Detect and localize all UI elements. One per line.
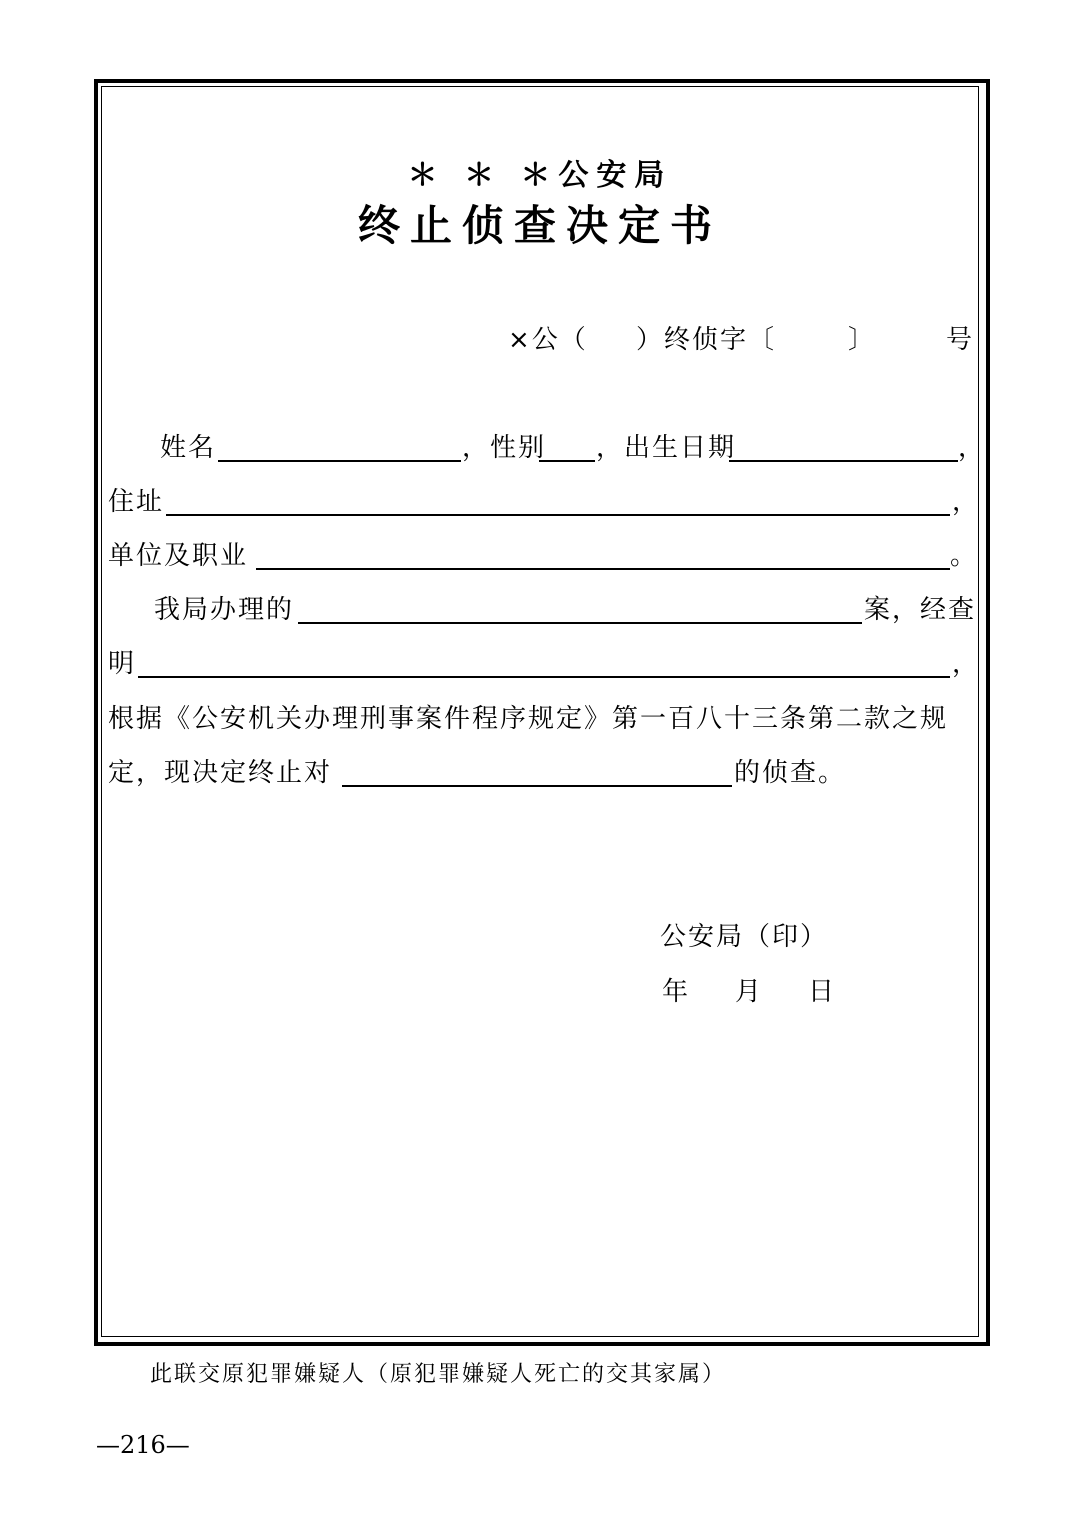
issuing-bureau: ＊ ＊ ＊公安局 [407, 158, 673, 193]
row3-period: 。 [950, 541, 979, 571]
birth-date-blank [729, 460, 958, 462]
gender-blank [539, 460, 595, 462]
findings-blank [138, 676, 950, 678]
date-month: 月 [735, 977, 764, 1007]
gender-label: ，性别 [462, 433, 547, 463]
suspect-name-blank [342, 785, 732, 787]
address-label: 住址 [108, 487, 165, 517]
decision-prefix: 定，现决定终止对 [108, 758, 333, 788]
name-blank [218, 460, 461, 462]
row2-comma: ， [952, 487, 981, 517]
doc-number-prefix: ×公（ [508, 325, 588, 355]
case-name-blank [298, 622, 862, 624]
copy-distribution-note: 此联交原犯罪嫌疑人（原犯罪嫌疑人死亡的交其家属） [150, 1362, 727, 1387]
date-day: 日 [808, 977, 837, 1007]
doc-number-middle: ）终侦字〔 [636, 325, 777, 355]
case-suffix: 案，经查 [864, 595, 977, 625]
address-blank [166, 514, 950, 516]
page-number: —216— [96, 1431, 190, 1459]
name-label: 姓名 [160, 433, 217, 463]
findings-prefix: 明 [108, 649, 137, 679]
employer-blank [256, 568, 950, 570]
row5-comma: ， [952, 649, 981, 679]
legal-basis-text: 根据《公安机关办理刑事案件程序规定》第一百八十三条第二款之规 [108, 704, 949, 734]
date-year: 年 [662, 977, 691, 1007]
birth-date-label: ，出生日期 [596, 433, 737, 463]
doc-number-suffix: 号 [946, 325, 975, 355]
decision-suffix: 的侦查。 [734, 758, 847, 788]
bureau-seal: 公安局（印） [660, 922, 829, 952]
row1-comma: ， [958, 433, 987, 463]
case-prefix: 我局办理的 [154, 595, 295, 625]
doc-number-bracket-close: 〕 [848, 325, 877, 355]
employer-label: 单位及职业 [108, 541, 249, 571]
document-title: 终止侦查决定书 [357, 201, 722, 250]
